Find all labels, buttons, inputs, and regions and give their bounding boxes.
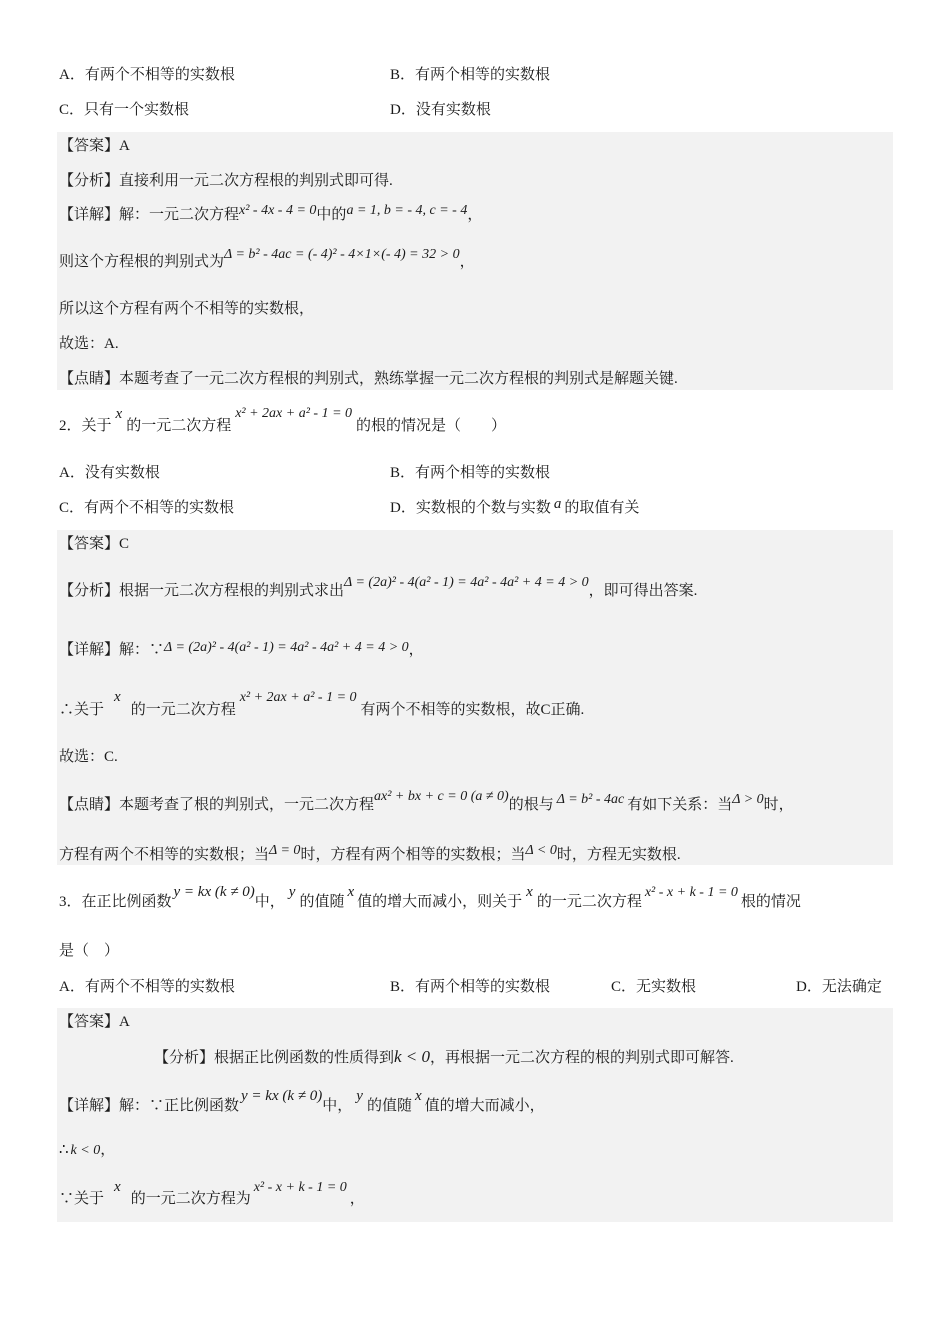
q2-analysis-b: ，即可得出答案. bbox=[588, 583, 698, 599]
q3-answer: 【答案】A bbox=[59, 1014, 130, 1030]
q3-detail-c: 的值随 bbox=[366, 1098, 412, 1114]
q3-analysis-k: k < 0 bbox=[394, 1047, 431, 1066]
q2-comment-d: 时， bbox=[763, 797, 794, 813]
q2-stem-a: 2．关于 bbox=[59, 418, 112, 434]
q2-comment-equation: ax² + bx + c = 0 (a ≠ 0) bbox=[374, 789, 509, 804]
q2-option-b: B．有两个相等的实数根 bbox=[390, 465, 551, 481]
q1-choose: 故选：A. bbox=[59, 336, 119, 352]
q1-detail-prefix: 【详解】解：一元二次方程 bbox=[59, 207, 240, 223]
q3-because-end: ， bbox=[349, 1191, 365, 1207]
q2-thus-b: 的一元二次方程 bbox=[130, 702, 236, 718]
q2-choose: 故选：C. bbox=[59, 749, 118, 765]
q2-option-d bbox=[390, 498, 639, 518]
q2-thus-line bbox=[59, 689, 585, 721]
q1-disc-equation: Δ = b² - 4ac = (- 4)² - 4×1×(- 4) = 32 > 0 bbox=[224, 247, 460, 262]
q2-comment-disc: Δ = b² - 4ac bbox=[556, 792, 625, 807]
q1-option-b: B．有两个相等的实数根 bbox=[390, 67, 551, 83]
q3-because-equation: x² - x + k - 1 = 0 bbox=[253, 1180, 347, 1195]
q1-detail-mid: 中的 bbox=[316, 207, 347, 223]
q3-option-b: B．有两个相等的实数根 bbox=[390, 979, 551, 995]
q2-comment-a: 【点睛】本题考查了根的判别式，一元二次方程 bbox=[59, 797, 375, 813]
q2-option-c: C．有两个不相等的实数根 bbox=[59, 500, 235, 516]
q3-because-x: x bbox=[114, 1179, 121, 1195]
q2-thus-c: 有两个不相等的实数根，故C正确. bbox=[360, 702, 585, 718]
q1-analysis: 【分析】直接利用一元二次方程根的判别式即可得. bbox=[59, 173, 393, 189]
q1-option-c: C．只有一个实数根 bbox=[59, 102, 190, 118]
q2-stem bbox=[59, 406, 507, 437]
q3-because-line bbox=[59, 1179, 365, 1210]
q3-detail-d: 值的增大而减小， bbox=[424, 1098, 545, 1114]
q3-detail-y: y bbox=[356, 1088, 363, 1104]
q2-comment2-a: 方程有两个不相等的实数根；当 bbox=[59, 847, 270, 863]
q1-detail-coefficients: a = 1, b = - 4, c = - 4 bbox=[346, 203, 468, 218]
q1-discriminant-line bbox=[59, 247, 475, 273]
q2-option-d-a: D．实数根的个数与实数 bbox=[390, 500, 551, 516]
q3-stem-line bbox=[59, 884, 801, 913]
q1-detail-end: ， bbox=[467, 207, 483, 223]
q2-thus-x: x bbox=[114, 689, 121, 705]
q2-comment-gt: Δ > 0 bbox=[732, 792, 764, 807]
q3-stem-equation-2: x² - x + k - 1 = 0 bbox=[644, 885, 738, 900]
q3-detail-b: 中， bbox=[322, 1098, 353, 1114]
q2-comment-line bbox=[59, 789, 794, 816]
q1-answer: 【答案】A bbox=[59, 138, 130, 154]
q2-comment-c: 有如下关系：当 bbox=[627, 797, 733, 813]
q3-thus: ∴ bbox=[59, 1142, 69, 1158]
q2-answer: 【答案】C bbox=[59, 536, 130, 552]
q2-comment-b: 的根与 bbox=[508, 797, 554, 813]
q1-disc-prefix: 则这个方程根的判别式为 bbox=[59, 254, 225, 270]
q1-detail-equation: x² - 4x - 4 = 0 bbox=[239, 203, 317, 218]
q1-option-a: A．有两个不相等的实数根 bbox=[59, 67, 235, 83]
q1-conclusion: 所以这个方程有两个不相等的实数根， bbox=[59, 301, 315, 317]
q2-equation: x² + 2ax + a² - 1 = 0 bbox=[235, 406, 353, 421]
q1-detail-line bbox=[59, 205, 482, 226]
q3-option-c: C．无实数根 bbox=[611, 979, 697, 995]
q1-disc-end: ， bbox=[459, 254, 475, 270]
q3-stem-c: 的值随 bbox=[299, 894, 345, 910]
q2-option-a: A．没有实数根 bbox=[59, 465, 160, 481]
q2-var-x: x bbox=[115, 406, 123, 422]
q2-comment2-c: 时，方程无实数根. bbox=[556, 847, 681, 863]
q3-because-a: ∵关于 bbox=[59, 1191, 105, 1207]
q3-analysis-a: 【分析】根据正比例函数的性质得到 bbox=[154, 1050, 395, 1066]
q2-stem-c: 的根的情况是（ ） bbox=[356, 418, 507, 434]
q2-comment2-b: 时，方程有两个相等的实数根；当 bbox=[300, 847, 526, 863]
q1-comment: 【点睛】本题考查了一元二次方程根的判别式，熟练掌握一元二次方程根的判别式是解题关键. bbox=[59, 371, 678, 387]
q2-analysis-a: 【分析】根据一元二次方程根的判别式求出 bbox=[59, 583, 345, 599]
q3-stem-f: 根的情况 bbox=[740, 894, 801, 910]
q2-comment-line-2 bbox=[59, 845, 681, 866]
q3-stem-e: 的一元二次方程 bbox=[536, 894, 642, 910]
q3-detail-equation: y = kx (k ≠ 0) bbox=[241, 1088, 323, 1104]
q2-detail-equation: Δ = (2a)² - 4(a² - 1) = 4a² - 4a² + 4 = 4 > 0 bbox=[164, 640, 409, 655]
q3-stem-b: 中， bbox=[254, 894, 285, 910]
q3-stem-a: 3．在正比例函数 bbox=[59, 894, 172, 910]
q3-stem-end: 是（ ） bbox=[59, 943, 120, 959]
q2-comment2-lt: Δ < 0 bbox=[525, 843, 557, 858]
q3-stem-x2: x bbox=[526, 884, 533, 900]
q3-detail-x: x bbox=[414, 1088, 422, 1104]
q3-option-d: D．无法确定 bbox=[796, 979, 882, 995]
q3-stem-equation: y = kx (k ≠ 0) bbox=[173, 884, 255, 900]
q2-thus-a: ∴关于 bbox=[59, 702, 105, 718]
q3-option-a: A．有两个不相等的实数根 bbox=[59, 979, 235, 995]
q1-option-d: D．没有实数根 bbox=[390, 102, 491, 118]
q3-because-b: 的一元二次方程为 bbox=[130, 1191, 251, 1207]
q2-analysis-equation: Δ = (2a)² - 4(a² - 1) = 4a² - 4a² + 4 = 4 > 0 bbox=[344, 575, 589, 590]
q2-stem-b: 的一元二次方程 bbox=[126, 418, 232, 434]
q2-thus-equation: x² + 2ax + a² - 1 = 0 bbox=[239, 690, 357, 705]
q2-comment2-eq0: Δ = 0 bbox=[269, 843, 301, 858]
q3-stem-d: 值的增大而减小，则关于 bbox=[357, 894, 523, 910]
q2-detail-a: 【详解】解：∵ bbox=[59, 642, 165, 658]
q3-thus-line bbox=[59, 1140, 115, 1161]
q3-thus-k: k < 0 bbox=[70, 1143, 101, 1158]
q2-analysis-line bbox=[59, 575, 698, 602]
q3-detail-a: 【详解】解：∵正比例函数 bbox=[59, 1098, 240, 1114]
q2-option-d-b: 的取值有关 bbox=[564, 500, 640, 516]
q3-analysis-b: ，再根据一元二次方程的根的判别式即可解答. bbox=[430, 1050, 734, 1066]
q2-detail-line bbox=[59, 640, 424, 661]
q3-thus-end: ， bbox=[100, 1142, 116, 1158]
q3-stem-y: y bbox=[288, 884, 296, 900]
q2-option-d-var: a bbox=[553, 496, 562, 512]
q2-detail-b: ， bbox=[408, 642, 424, 658]
q3-detail-line bbox=[59, 1088, 545, 1116]
q3-stem-x: x bbox=[347, 884, 355, 900]
q3-analysis-line bbox=[154, 1047, 734, 1068]
